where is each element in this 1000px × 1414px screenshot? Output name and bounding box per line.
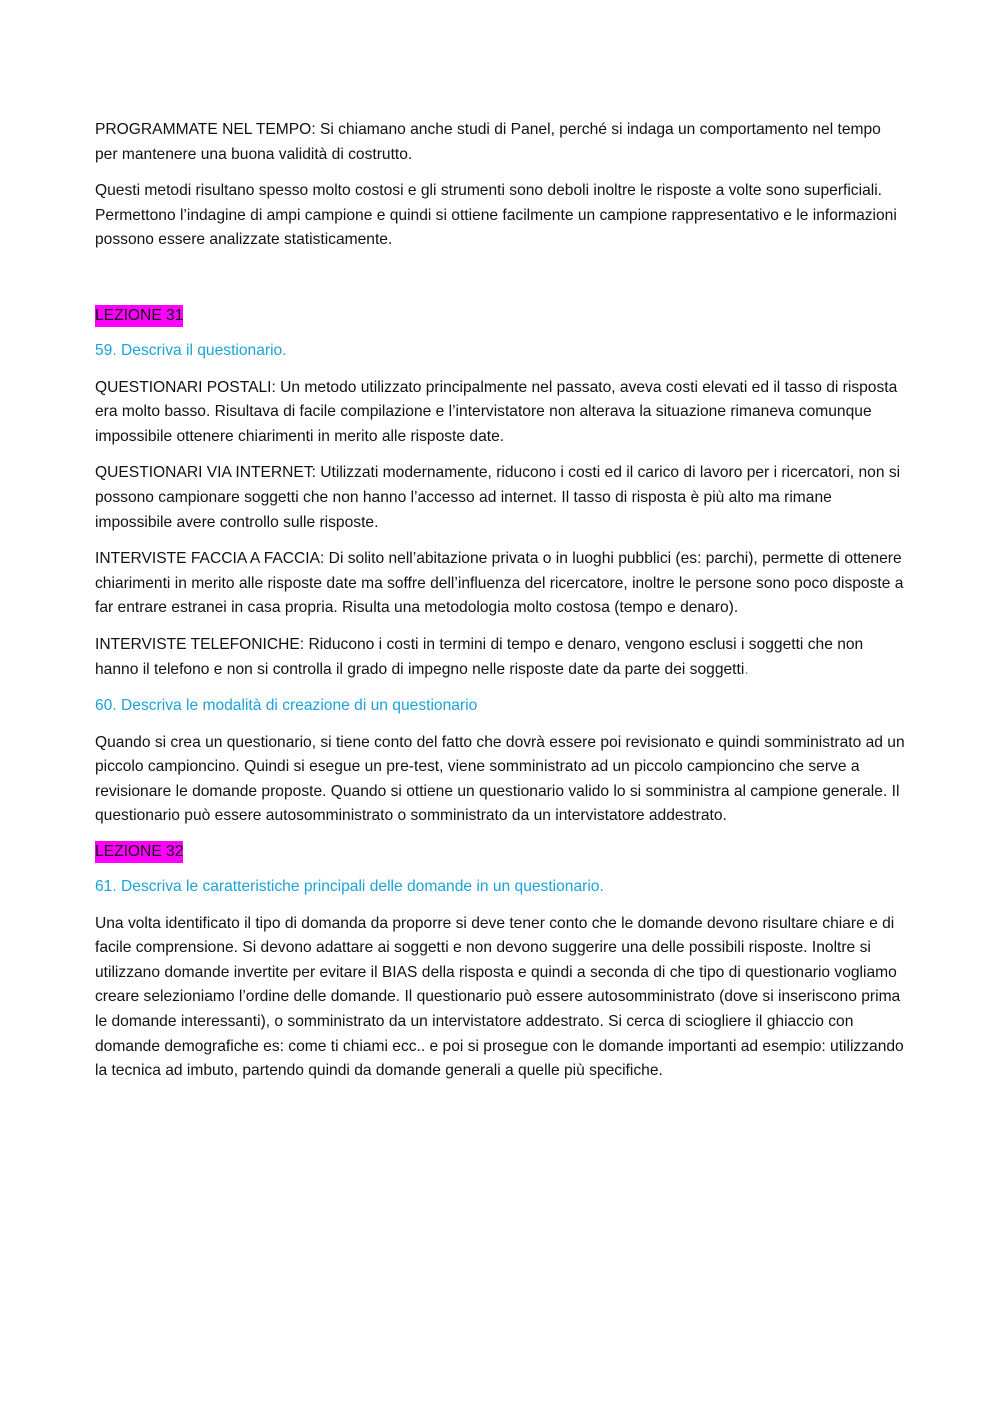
- answer-61: Una volta identificato il tipo di domanda da proporre si deve tener conto che le domande devono risultare chiare e di facile comprensione. Si devono adattare ai soggetti e non devono suggerire una delle possibili risposte. Inoltre si utilizzano domande invertite per evitare il BIAS della risposta e quindi a seconda di che tipo di questionario vogliamo creare selezioniamo l’ordine delle domande. Il questionario può essere autosomministrato (dove si inseriscono prima le domande interessanti), o somministrato da un intervistatore addestrato. Si cerca di sciogliere il ghiaccio con domande demografiche es: come ti chiami ecc.. e poi si prosegue con le domande importanti ad esempio: utilizzando la tecnica ad imbuto, partendo quindi da domande generali a quelle più specifiche.: [95, 914, 904, 1080]
- question-60: 60. Descriva le modalità di creazione di un questionario: [95, 697, 478, 715]
- question-59: 59. Descriva il questionario.: [95, 341, 287, 359]
- answer-questionari-internet: QUESTIONARI VIA INTERNET: Utilizzati modernamente, riducono i costi ed il carico di lavoro per i ricercatori, non si possono campionare soggetti che non hanno l’accesso ad internet. Il tasso di risposta è più alto ma rimane impossibile avere controllo sulle risposte.: [95, 464, 901, 531]
- answer-questionari-postali: QUESTIONARI POSTALI: Un metodo utilizzato principalmente nel passato, aveva costi elevati ed il tasso di risposta era molto basso. Risultava di facile compilazione e l’intervistatore non alterava la situazione rimaneva comunque impossibile ottenere chiarimenti in merito alle risposte date.: [95, 378, 898, 445]
- lesson-32-label: LEZIONE 32: [95, 841, 183, 863]
- answer-interviste-faccia: INTERVISTE FACCIA A FACCIA: Di solito nell’abitazione privata o in luoghi pubblici (es: parchi), permette di ottenere chiarimenti in merito alle risposte date ma soffre dell’influenza del ricercatore, inoltre le persone sono poco disposte a far entrare estranei in casa propria. Risulta una metodologia molto costosa (tempo e denaro).: [95, 550, 904, 617]
- answer-interviste-telefoniche-text: INTERVISTE TELEFONICHE: Riducono i costi in termini di tempo e denaro, vengono esclusi i soggetti che non hanno il telefono e non si controlla il grado di impegno nelle risposte date da parte dei soggetti: [95, 635, 864, 678]
- paragraph-programmate: PROGRAMMATE NEL TEMPO: Si chiamano anche studi di Panel, perché si indaga un comportamento nel tempo per mantenere una buona validità di costrutto.: [95, 121, 881, 163]
- answer-60: Quando si crea un questionario, si tiene conto del fatto che dovrà essere poi revisionato e quindi somministrato ad un piccolo campioncino. Quindi si esegue un pre-test, viene somministrato ad un piccolo campioncino che serve a revisionare le domande proposte. Quando si ottiene un questionario valido lo si somministra al campione generale. Il questionario può essere autosomministrato o somministrato da un intervistatore addestrato.: [95, 733, 905, 825]
- paragraph-metodi: Questi metodi risultano spesso molto costosi e gli strumenti sono deboli inoltre le risposte a volte sono superficiali. Permettono l’indagine di ampi campione e quindi si ottiene facilmente un campione rappresentativo e le informazioni possono essere analizzate statisticamente.: [95, 182, 897, 249]
- lesson-31-heading-wrap: [95, 305, 907, 327]
- question-61: 61. Descriva le caratteristiche principali delle domande in un questionario.: [95, 878, 604, 896]
- answer-interviste-telefoniche: [95, 633, 907, 682]
- trailing-dot: .: [744, 660, 749, 678]
- lesson-31-label: LEZIONE 31: [95, 305, 183, 327]
- lesson-32-heading-wrap: [95, 841, 907, 863]
- document-page: [95, 118, 907, 1084]
